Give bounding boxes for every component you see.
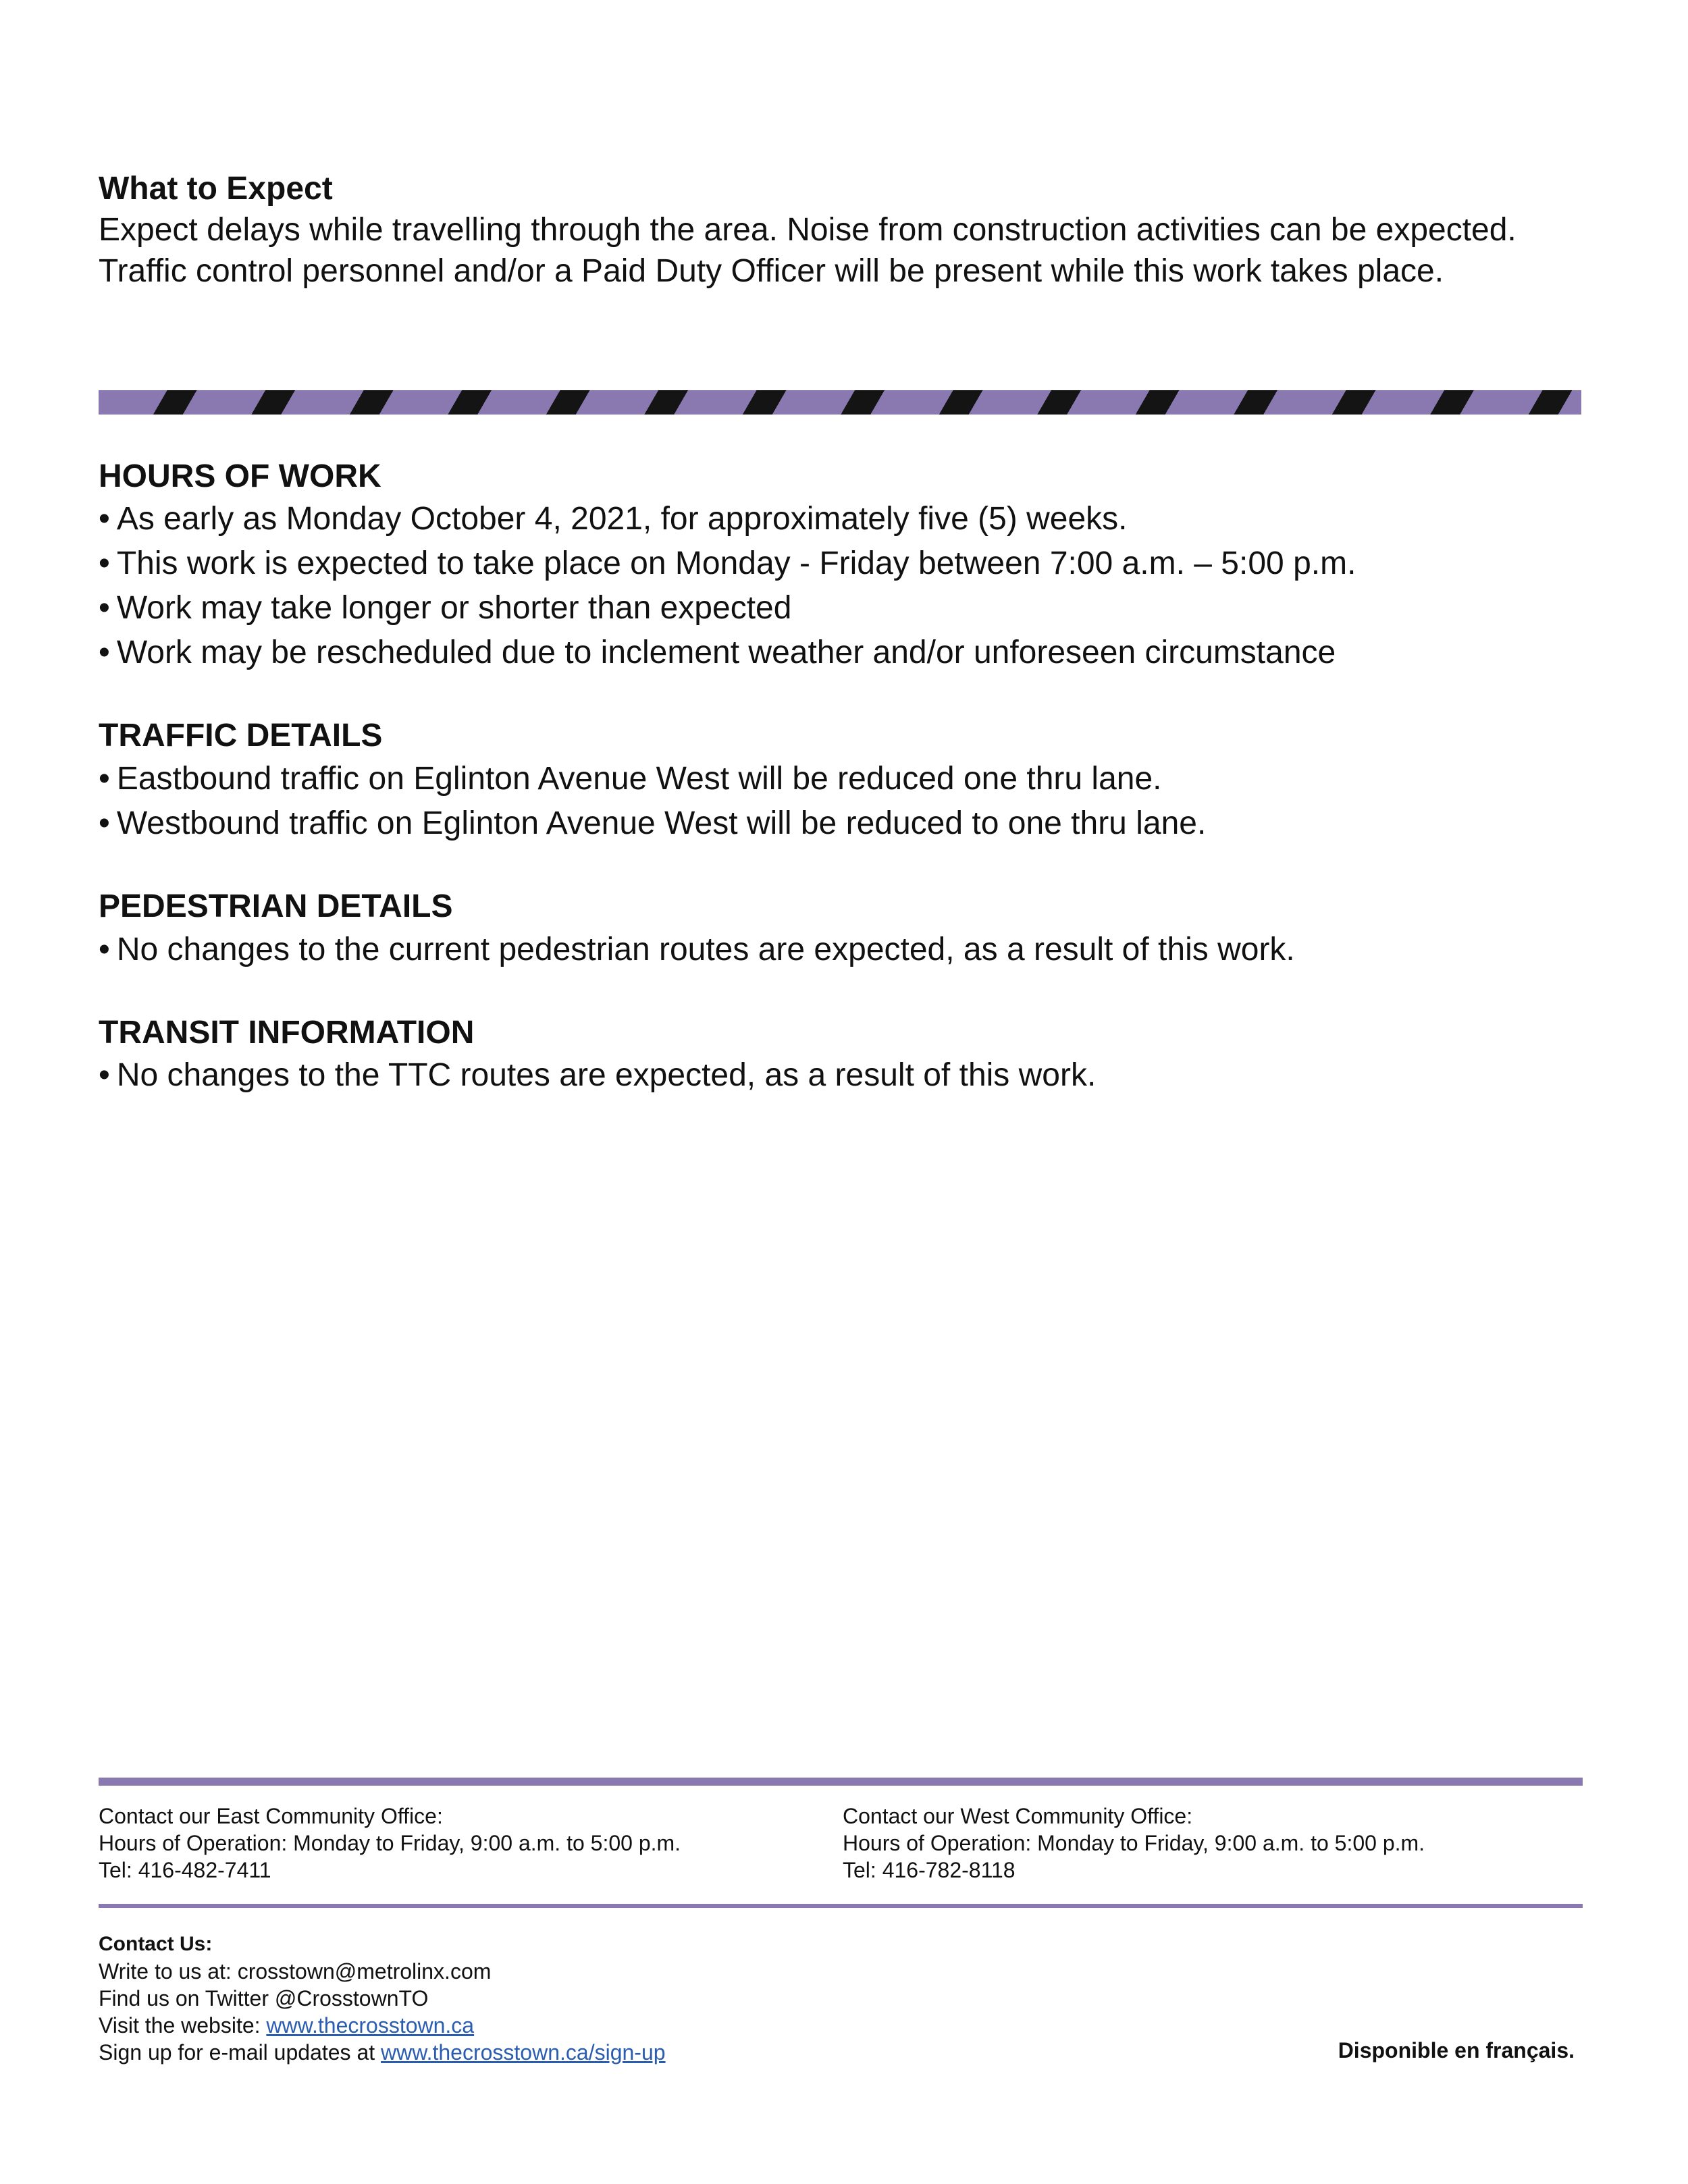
contact-signup xyxy=(99,2039,666,2066)
list-item: • As early as Monday October 4, 2021, for approximately five (5) weeks. xyxy=(99,497,1356,541)
list-item: • Work may take longer or shorter than expected xyxy=(99,586,1356,631)
contact-twitter: Find us on Twitter @CrosstownTO xyxy=(99,1986,429,2010)
pedestrian-heading: PEDESTRIAN DETAILS xyxy=(99,888,453,924)
transit-heading: TRANSIT INFORMATION xyxy=(99,1015,475,1050)
west-office-info xyxy=(843,1803,1425,1884)
striped-divider xyxy=(99,390,1581,415)
footer-divider-top xyxy=(99,1778,1583,1786)
east-office-tel: Tel: 416-482-7411 xyxy=(99,1858,271,1882)
list-item: • This work is expected to take place on Monday - Friday between 7:00 a.m. – 5:00 p.m. xyxy=(99,541,1356,586)
east-office-info xyxy=(99,1803,681,1884)
east-office-title: Contact our East Community Office: xyxy=(99,1804,443,1828)
hours-list xyxy=(99,497,1356,675)
intro-body: Expect delays while travelling through the area. Noise from construction activities can be expected. Traffic control personnel and/or a Paid Duty Officer will be present while this work takes place. xyxy=(99,212,1516,289)
east-office-hours: Hours of Operation: Monday to Friday, 9:00 a.m. to 5:00 p.m. xyxy=(99,1831,681,1855)
list-item: • Work may be rescheduled due to inclement weather and/or unforeseen circumstance xyxy=(99,631,1356,675)
hours-heading: HOURS OF WORK xyxy=(99,458,381,494)
list-item: • No changes to the current pedestrian routes are expected, as a result of this work. xyxy=(99,928,1295,972)
signup-prefix: Sign up for e-mail updates at xyxy=(99,2040,381,2065)
traffic-list xyxy=(99,757,1206,846)
contact-website xyxy=(99,2012,666,2039)
list-item: • Westbound traffic on Eglinton Avenue West will be reduced to one thru lane. xyxy=(99,801,1206,846)
list-item: • No changes to the TTC routes are expected, as a result of this work. xyxy=(99,1053,1096,1098)
signup-link[interactable]: www.thecrosstown.ca/sign-up xyxy=(381,2040,666,2065)
west-office-title: Contact our West Community Office: xyxy=(843,1804,1193,1828)
intro-heading: What to Expect xyxy=(99,171,333,207)
west-office-hours: Hours of Operation: Monday to Friday, 9:00 a.m. to 5:00 p.m. xyxy=(843,1831,1425,1855)
pedestrian-list xyxy=(99,928,1295,972)
contact-heading: Contact Us: xyxy=(99,1933,213,1955)
transit-list xyxy=(99,1053,1096,1098)
traffic-heading: TRAFFIC DETAILS xyxy=(99,718,383,753)
west-office-tel: Tel: 416-782-8118 xyxy=(843,1858,1016,1882)
list-item: • Eastbound traffic on Eglinton Avenue West will be reduced one thru lane. xyxy=(99,757,1206,801)
website-prefix: Visit the website: xyxy=(99,2013,267,2037)
contact-email: Write to us at: crosstown@metrolinx.com xyxy=(99,1959,492,1983)
footer-divider-mid xyxy=(99,1904,1583,1908)
french-availability-note: Disponible en français. xyxy=(1338,2038,1575,2062)
website-link[interactable]: www.thecrosstown.ca xyxy=(266,2013,475,2037)
contact-us-block xyxy=(99,1931,666,2066)
